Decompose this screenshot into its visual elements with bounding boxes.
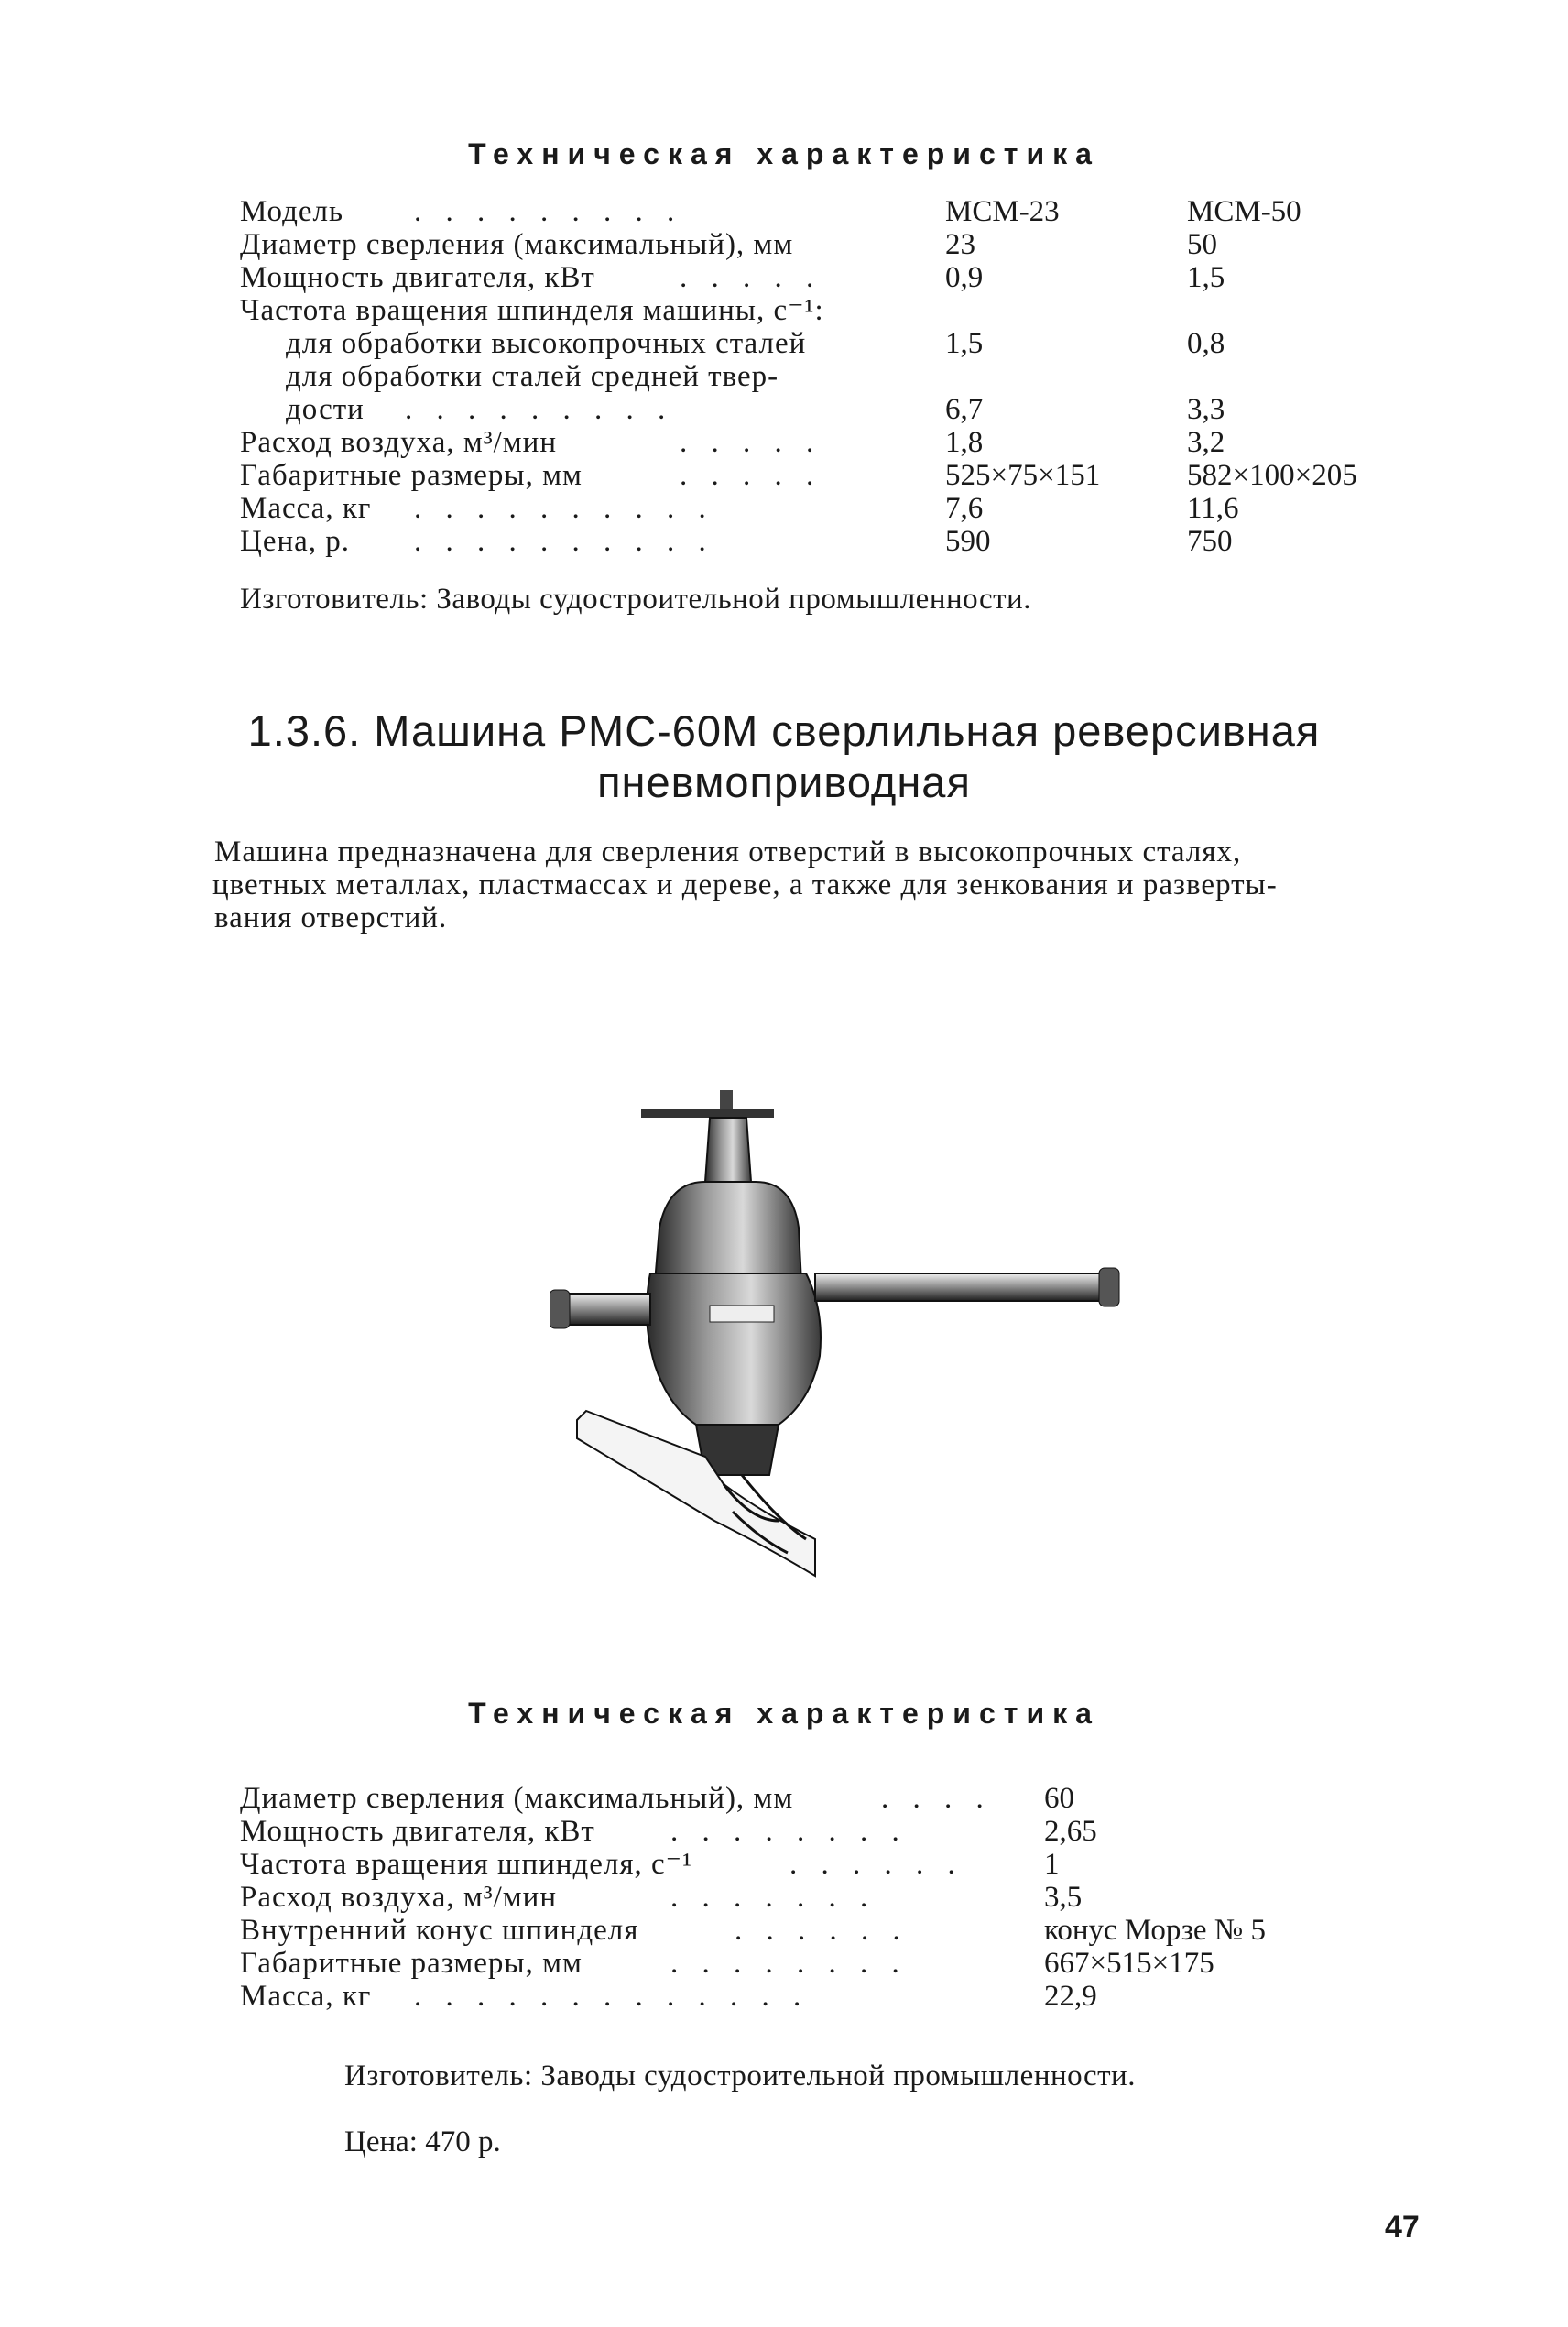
table-row	[240, 327, 1431, 360]
spec-heading-bottom: Техническая характеристика	[468, 1697, 1100, 1730]
row-label: Диаметр сверления (максимальный), мм	[240, 228, 794, 261]
row-value: 667×515×175	[1044, 1947, 1214, 1980]
dot-leader: . . . . . . . . .	[414, 195, 683, 228]
dot-leader: . . . . . . . . . .	[414, 525, 714, 558]
table-row	[240, 294, 1431, 327]
dot-leader: . . . . . . . .	[670, 1815, 908, 1848]
section-title-line-2: пневмоприводная	[597, 758, 971, 806]
row-label: для обработки сталей средней твер-	[286, 360, 779, 393]
manufacturer-note-2: Изготовитель: Заводы судостроительной промышленности.	[344, 2059, 1136, 2092]
t-handle-cap	[720, 1090, 733, 1109]
upper-housing	[655, 1182, 801, 1283]
row-label: Частота вращения шпинделя, с⁻¹ . . . . . .	[240, 1848, 964, 1881]
row-label: Расход воздуха, м³/мин . . . . . . .	[240, 1881, 877, 1914]
row-label: дости . . . . . . . . .	[286, 393, 674, 426]
row-label: Расход воздуха, м³/мин . . . . .	[240, 426, 822, 459]
row-value-2: 3,2	[1187, 426, 1225, 459]
table-row	[240, 1815, 1431, 1848]
dot-leader: . . . . . . . .	[670, 1947, 908, 1980]
t-handle-bar	[641, 1109, 774, 1118]
spec-heading-top: Техническая характеристика	[468, 137, 1100, 170]
paragraph-line: Машина предназначена для сверления отверстий в высокопрочных сталях,	[214, 836, 1242, 869]
left-handle	[559, 1294, 650, 1325]
table-row	[240, 1881, 1431, 1914]
row-label: Мощность двигателя, кВт . . . . . . . .	[240, 1815, 908, 1848]
price-line: Цена: 470 р.	[344, 2125, 501, 2158]
row-value-2: 50	[1187, 228, 1217, 261]
row-label: Частота вращения шпинделя машины, с⁻¹:	[240, 294, 824, 327]
row-label: для обработки высокопрочных сталей	[286, 327, 807, 360]
description-paragraph	[214, 836, 1407, 934]
table-row	[240, 492, 1431, 525]
model-name-1: МСМ-23	[945, 195, 1060, 228]
row-label: Диаметр сверления (максимальный), мм . . . .	[240, 1782, 992, 1815]
row-value-2: 11,6	[1187, 492, 1239, 525]
page-number: 47	[1385, 2210, 1420, 2245]
row-label: Мощность двигателя, кВт . . . . .	[240, 261, 822, 294]
pneumatic-drill-illustration-icon	[550, 1090, 1136, 1631]
manufacturer-note-1: Изготовитель: Заводы судостроительной промышленности.	[240, 583, 1031, 616]
dot-leader: . . . . .	[680, 426, 822, 459]
row-value-1: 6,7	[945, 393, 984, 426]
dot-leader: . . . . .	[680, 459, 822, 492]
body-nameplate	[710, 1306, 774, 1322]
row-label: Габаритные размеры, мм . . . . .	[240, 459, 822, 492]
row-value-1: 525×75×151	[945, 459, 1101, 492]
row-value-1: 7,6	[945, 492, 984, 525]
dot-leader: . . . . . . . . .	[405, 393, 674, 426]
row-label: Внутренний конус шпинделя . . . . . .	[240, 1914, 909, 1947]
main-body	[647, 1273, 821, 1425]
table-row	[240, 1914, 1431, 1947]
row-value: конус Морзе № 5	[1044, 1914, 1267, 1947]
dot-leader: . . . . . . .	[670, 1881, 877, 1914]
row-value: 22,9	[1044, 1980, 1097, 2013]
dot-leader: . . . . . . . . . .	[414, 492, 714, 525]
right-handle-cap	[1099, 1268, 1119, 1306]
paragraph-line: цветных металлах, пластмассах и дереве, а также для зенкования и разверты-	[212, 869, 1278, 901]
row-value-2: 0,8	[1187, 327, 1225, 360]
section-title	[0, 705, 1568, 808]
spec-table-rms	[240, 1782, 1431, 2013]
dot-leader: . . . .	[881, 1782, 992, 1815]
row-value-1: 1,8	[945, 426, 984, 459]
row-label: Масса, кг . . . . . . . . . . . . .	[240, 1980, 810, 2013]
table-header-label: Модель . . . . . . . . .	[240, 195, 683, 228]
row-value: 1	[1044, 1848, 1060, 1881]
drill-bit	[577, 1411, 815, 1576]
model-name-2: МСМ-50	[1187, 195, 1301, 228]
dot-leader: . . . . . . . . . . . . .	[414, 1980, 810, 2013]
spindle-top	[705, 1118, 751, 1182]
row-value-2: 1,5	[1187, 261, 1225, 294]
table-row	[240, 360, 1431, 393]
row-label: Масса, кг . . . . . . . . . .	[240, 492, 714, 525]
dot-leader: . . . . . .	[735, 1914, 909, 1947]
row-value-2: 750	[1187, 525, 1233, 558]
row-value-2: 3,3	[1187, 393, 1225, 426]
row-value: 60	[1044, 1782, 1074, 1815]
row-value-1: 0,9	[945, 261, 984, 294]
table-row	[240, 1947, 1431, 1980]
table-row	[240, 1980, 1431, 2013]
table-row	[240, 426, 1431, 459]
dot-leader: . . . . .	[680, 261, 822, 294]
table-header-row	[240, 195, 1431, 228]
section-title-line-1: 1.3.6. Машина РМС-60М сверлильная реверсивная	[247, 706, 1321, 755]
row-value: 2,65	[1044, 1815, 1097, 1848]
table-row	[240, 1848, 1431, 1881]
row-value-1: 590	[945, 525, 991, 558]
row-value: 3,5	[1044, 1881, 1083, 1914]
spec-table-msm	[240, 195, 1431, 558]
row-label: Цена, р. . . . . . . . . . .	[240, 525, 714, 558]
left-handle-cap	[550, 1290, 570, 1328]
row-value-2: 582×100×205	[1187, 459, 1357, 492]
table-row	[240, 261, 1431, 294]
table-row	[240, 525, 1431, 558]
dot-leader: . . . . . .	[789, 1848, 964, 1881]
table-row	[240, 228, 1431, 261]
right-handle	[815, 1273, 1108, 1301]
table-row	[240, 1782, 1431, 1815]
row-label: Габаритные размеры, мм . . . . . . . .	[240, 1947, 908, 1980]
row-value-1: 23	[945, 228, 975, 261]
paragraph-line: вания отверстий.	[214, 901, 448, 934]
table-row	[240, 459, 1431, 492]
row-value-1: 1,5	[945, 327, 984, 360]
table-row	[240, 393, 1431, 426]
